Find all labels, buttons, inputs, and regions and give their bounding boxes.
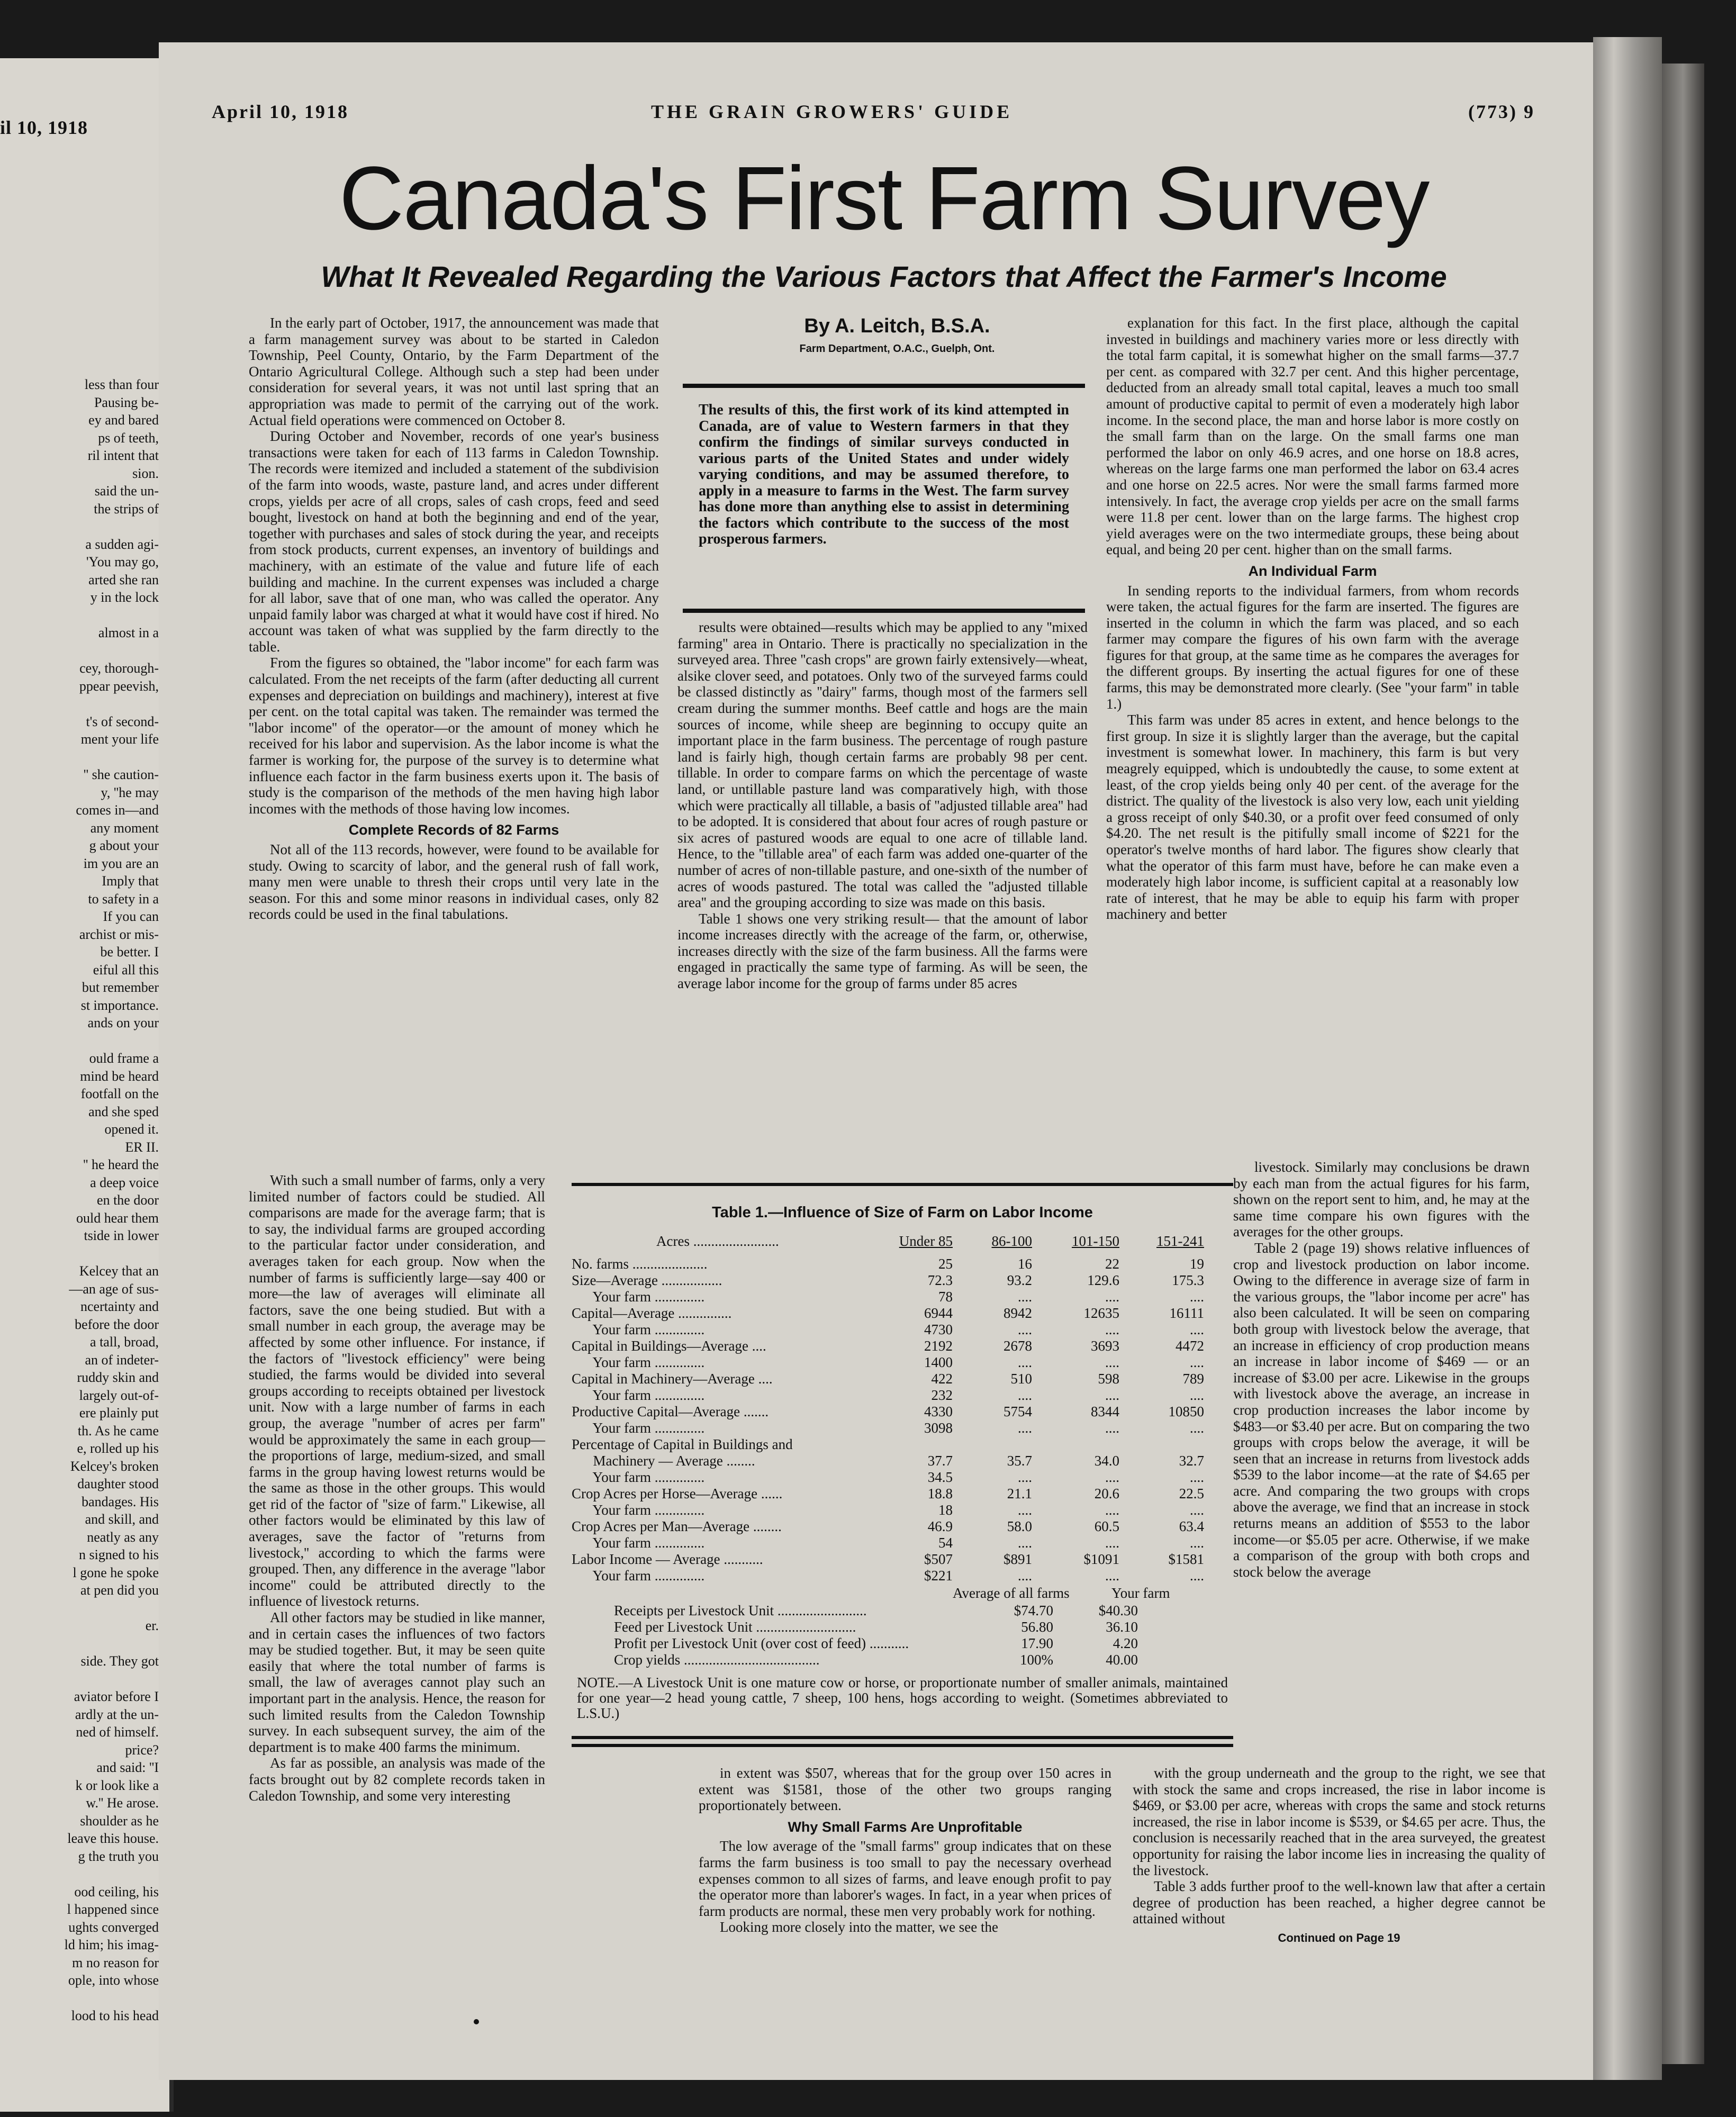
table-row-label: Labor Income — Average ...........	[572, 1551, 763, 1567]
left-page-line: bandages. His	[82, 1494, 159, 1509]
left-page-line: opened it.	[104, 1121, 159, 1137]
table-cell: 35.7	[1007, 1453, 1032, 1469]
table-cell: 34.0	[1094, 1453, 1119, 1469]
table-cell: ....	[1190, 1535, 1204, 1551]
left-page-line: the strips of	[94, 501, 159, 517]
table-cell: 4472	[1176, 1338, 1204, 1354]
left-page-line: Pausing be-	[94, 394, 159, 410]
left-page-line: ardly at the un-	[75, 1706, 159, 1722]
table-cell: 72.3	[927, 1272, 953, 1288]
table-cell: 34.5	[927, 1469, 953, 1485]
table-col-header: 101-150	[1072, 1233, 1119, 1249]
page-edge-dark	[1662, 64, 1704, 2064]
table-row	[572, 1518, 1233, 1533]
table-cell: ....	[1105, 1354, 1119, 1370]
left-page-line	[0, 518, 159, 536]
table-cell: 32.7	[1179, 1453, 1204, 1469]
left-page-line: a deep voice	[90, 1174, 159, 1190]
summary-bottom-rule	[683, 609, 1085, 613]
left-page-line: ughts converged	[68, 1919, 159, 1935]
lsu-row	[614, 1635, 1196, 1650]
left-page-line: aviator before I	[74, 1689, 159, 1704]
left-page-line: ppear peevish,	[79, 678, 159, 694]
paragraph: explanation for this fact. In the first place, although the capital invested in buildings and machinery varies more or less directly with the total farm capital, it is somewhat higher on the small farms—37.7 per cent. as compared with 32.7 per cent. And this higher percentage, deducted from an already small total capital, leaves a much too small amount of productive capital to permit of even a moderately high labor income. In the second place, the man and horse labor is more costly on the small farm than on the large. On the small farms one man performed the labor on only 46.9 acres, and one horse on 18.8 acres, whereas on the large farms one man performed the labor on 63.4 acres and one horse on 22.5 acres. Nor were the small farms farmed more intensively. In fact, the average crop yields per acre on the small farms were 11.8 per cent. lower than on the large farms. The highest crop yield averages were on the two intermediate groups, these being about equal, and being 20 per cent. higher than on the small farms.	[1106, 315, 1519, 558]
table-row	[572, 1502, 1233, 1517]
table-row	[572, 1322, 1233, 1336]
table-row-label: Crop Acres per Horse—Average ......	[572, 1486, 783, 1501]
left-page-line: a tall, broad,	[90, 1334, 159, 1350]
table-cell: 1400	[924, 1354, 953, 1370]
left-page-line: ould hear them	[76, 1210, 159, 1226]
column-2	[677, 619, 1088, 992]
author-name: By A. Leitch, B.S.A.	[804, 315, 990, 337]
left-page-line: st importance.	[80, 997, 159, 1013]
left-page-line: Kelcey that an	[79, 1263, 159, 1279]
left-page-line: leave this house.	[67, 1831, 159, 1846]
table-row-label: Your farm ..............	[572, 1289, 705, 1305]
table-row	[572, 1305, 1233, 1320]
table-row	[572, 1289, 1233, 1304]
table-cell: 422	[931, 1371, 953, 1387]
table-row-label: Your farm ..............	[572, 1322, 705, 1337]
table-cell: 58.0	[1007, 1518, 1032, 1534]
left-page-line: m no reason for	[72, 1955, 159, 1970]
table-cell: 10850	[1168, 1404, 1204, 1419]
left-page-line: and said: ''I	[96, 1760, 159, 1775]
table-cell: 19	[1190, 1256, 1204, 1272]
table-row	[572, 1354, 1233, 1369]
table-bottom-rule-2	[572, 1744, 1233, 1747]
table-cell: ....	[1190, 1502, 1204, 1518]
left-page-line: y in the lock	[90, 590, 159, 605]
left-page-line	[0, 642, 159, 660]
left-page-line: ey and bared	[88, 412, 159, 428]
column-3	[1106, 315, 1519, 922]
left-page-line: at pen did you	[80, 1582, 159, 1598]
left-page-line: e, rolled up his	[77, 1441, 159, 1456]
paragraph: results were obtained—results which may be applied to any ''mixed farming'' area in Ontario. There is practically no specialization in the surveyed area. Three ''cash crops'' are grown fairly extensively—wheat, alsike clover seed, and potatoes. Only two of the surveyed farms could be classed distinctly as ''dairy'' farms, though most of the farmers sell cream during the summer months. Beef cattle and hogs are the main sources of income, while sheep are beginning to occupy quite an important place in the farm business. The percentage of rough pasture land is fairly high, though certain farms are probably 98 per cent. tillable. In order to compare farms on which the percentage of waste land, or untillable pasture land was comparatively high, with those which were practically all tillable, a basis of ''adjusted tillable area'' had to be adopted. It is considered that about four acres of rough pasture or six acres of pastured woods are equal to one acre of tillable land. Hence, to the ''tillable area'' of each farm was added one-quarter of the number of acres of non-tillable pasture, and one-sixth of the number of acres of woods pastured. The total was called the ''adjusted tillable area'' and the grouping according to size was made on this basis.	[677, 619, 1088, 911]
paragraph: With such a small number of farms, only a very limited number of factors could be studied. All comparisons are made for the average farm; that is to say, the individual farms are grouped according to the particular factor under consideration, and averages taken for each group. Now when the number of farms is sufficiently large—say 400 or more—the law of averages will eliminate all factors, save the one being studied. But with a small number in each group, the average may be affected by some other influence. For instance, if the factors of ''livestock efficiency'' were being studied, the farms would be divided into several groups according to receipts obtained per livestock unit. Now with a large number of farms in each group, the average ''number of acres per farm'' would be approximately the same in each group—the proportions of large, medium-sized, and small farms in the group having lowest returns would be the same as those in the other groups. This would get rid of the factor of ''size of farm.'' Likewise, all other factors would be eliminated by this law of averages, save the factor of ''returns from livestock,'' according to which the farms were grouped. Then, any difference in the average ''labor income'' could be attributed directly to the influence of livestock returns.	[249, 1172, 545, 1609]
table-cell: ....	[1190, 1289, 1204, 1305]
left-page-line: Imply that	[102, 873, 159, 889]
left-page-line: Kelcey's broken	[70, 1458, 159, 1474]
paragraph: This farm was under 85 acres in extent, and hence belongs to the first group. In size it is slightly larger than the average, but the capital investment is somewhat lower. In machinery, this farm is but very meagrely equipped, which is undoubtedly the cause, to some extent at least, of the crop yields being only 40 per cent. of the average for the district. The quality of the livestock is also very low, each unit yielding a gross receipt of only $40.30, or a profit over feed consumed of only $4.20. The net result is the pitifully small income of $221 for the operator's twelve months of hard labor. The figures show clearly that what the operator of this farm must have, before he can make even a moderately high labor income, is sufficient capital at a reasonably low rate of interest, that he may be able to equip his farm with proper machinery and better	[1106, 712, 1519, 922]
left-page-line: k or look like a	[75, 1777, 159, 1793]
lsu-row-label: Feed per Livestock Unit ............................	[614, 1619, 856, 1635]
table-cell: $1091	[1083, 1551, 1119, 1567]
lsu-row-label: Profit per Livestock Unit (over cost of feed) ...........	[614, 1635, 909, 1651]
table-cell: 54	[938, 1535, 953, 1551]
table-top-rule	[572, 1183, 1233, 1186]
table-cell: 6944	[924, 1305, 953, 1321]
table-row-label: Your farm ..............	[572, 1469, 705, 1485]
table-row	[572, 1453, 1233, 1468]
left-page-line: arted she ran	[88, 572, 159, 587]
table-cell: ....	[1018, 1354, 1032, 1370]
page-mark	[474, 2019, 479, 2024]
table-row	[572, 1469, 1233, 1484]
lsu-row	[614, 1603, 1196, 1617]
table-cell: 510	[1010, 1371, 1032, 1387]
left-page-line: daughter stood	[77, 1476, 159, 1491]
table-cell: 21.1	[1007, 1486, 1032, 1501]
left-page-line: ncertainty and	[80, 1299, 159, 1314]
paragraph: In the early part of October, 1917, the announcement was made that a farm management survey was about to be started in Caledon Township, Peel County, Ontario, by the Farm Department of the Ontario Agricultural College. Although such a step had been under consideration for several years, it was not until last spring that an appropriation was made to permit of the carrying out of the work. Actual field operations were commenced on October 8.	[249, 315, 659, 428]
left-page-line: ood ceiling, his	[74, 1884, 159, 1899]
table-row-label: Capital in Machinery—Average ....	[572, 1371, 773, 1387]
table-row-label: Your farm ..............	[572, 1535, 705, 1551]
table-row-label: Size—Average .................	[572, 1272, 722, 1288]
summary-top-rule	[683, 384, 1085, 388]
table-cell: ....	[1105, 1322, 1119, 1337]
left-page-line	[0, 1865, 159, 1883]
table-cell: ....	[1018, 1469, 1032, 1485]
left-page-line: ld him; his imag-	[64, 1937, 159, 1952]
left-page-line: er.	[145, 1618, 159, 1633]
left-page-line: l gone he spoke	[73, 1564, 159, 1580]
left-page-line: l happened since	[67, 1902, 159, 1917]
table-cell: 4730	[924, 1322, 953, 1337]
table-cell: $221	[924, 1568, 953, 1584]
table-header-label: Acres ........................	[656, 1233, 779, 1249]
table-cell: 598	[1098, 1371, 1119, 1387]
table-cell: 16	[1018, 1256, 1032, 1272]
paragraph: Not all of the 113 records, however, were found to be available for study. Owing to scarcity of labor, and the general rush of fall work, many men were unable to thresh their crops until very late in the season. For this and some minor reasons in individual cases, only 82 records could be used in the final tabulations.	[249, 842, 659, 922]
left-page-line: said the un-	[94, 483, 159, 499]
left-page-line: ere plainly put	[79, 1405, 159, 1421]
left-page-line	[0, 1635, 159, 1653]
paragraph: The low average of the ''small farms'' group indicates that on these farms the farm business is too small to pay the necessary overhead expenses common to all sizes of farms, and leave enough profit to pay the operator more than laborer's wages. In fact, in a year when prices of farm products are normal, these men very probably work for nothing.	[699, 1838, 1111, 1919]
lsu-cell: 56.80	[1021, 1619, 1053, 1635]
table-cell: ....	[1190, 1420, 1204, 1436]
header-publication: THE GRAIN GROWERS' GUIDE	[651, 101, 1013, 122]
table-cell: 22	[1105, 1256, 1119, 1272]
table-cell: 8344	[1091, 1404, 1119, 1419]
paragraph: Table 2 (page 19) shows relative influences of crop and livestock production on labor income. Owing to the difference in average size of farm in the various groups, the ''labor income per acre'' has also been calculated. It will be seen on comparing both group with livestock below the average, that an increase in efficiency of crop production means an increase in labor income of $469 — or an increase of $3.00 per acre. Likewise in the groups with livestock above the average, an increase in crop production increases the labor income by $483—or $3.40 per acre. But on comparing the two groups with crops below the average, it will be seen that an increase in returns from livestock adds $539 to the labor income—at the rate of $4.65 per acre. And comparing the two groups with crops above the average, we find that an increase in stock returns means an addition of $553 to the labor income—or $5.05 per acre. Otherwise, if we make a comparison of the group with both crops and stock below the average	[1233, 1240, 1530, 1580]
left-page-line: archist or mis-	[79, 926, 159, 942]
left-page-line: a sudden agi-	[85, 536, 159, 552]
table-row-label: Crop Acres per Man—Average ........	[572, 1518, 782, 1534]
author-affiliation: Farm Department, O.A.C., Guelph, Ont.	[799, 343, 995, 355]
table-bottom-rule	[572, 1736, 1233, 1739]
table-row	[572, 1436, 1233, 1451]
left-page-line	[0, 1032, 159, 1050]
table-row	[572, 1387, 1233, 1402]
table-cell: 232	[931, 1387, 953, 1403]
lsu-cell: 4.20	[1113, 1635, 1138, 1651]
left-page-line: w.'' He arose.	[86, 1795, 159, 1811]
byline	[704, 315, 1090, 355]
table-cell: ....	[1105, 1535, 1119, 1551]
table-row	[572, 1568, 1233, 1582]
left-page-line: en the door	[97, 1192, 159, 1208]
section-heading: Complete Records of 82 Farms	[348, 822, 559, 838]
table-cell: 37.7	[927, 1453, 953, 1469]
left-page-line: footfall on the	[80, 1086, 159, 1101]
table-cell: ....	[1105, 1469, 1119, 1485]
table-cell: ....	[1018, 1387, 1032, 1403]
table-cell: 2678	[1003, 1338, 1032, 1354]
left-page-line: y, ''he may	[101, 784, 159, 800]
table-row	[572, 1486, 1233, 1500]
left-page-line	[0, 1989, 159, 2007]
article-title: Canada's First Farm Survey	[339, 148, 1429, 249]
paragraph: Table 1 shows one very striking result— that the amount of labor income increases directly with the acreage of the farm, or, otherwise, increases directly with the size of the farm business. All the farms were engaged in practically the same type of farming. As will be seen, the average labor income for the group of farms under 85 acres	[677, 910, 1088, 992]
left-page-line: ruddy skin and	[77, 1370, 159, 1385]
lsu-row	[614, 1652, 1196, 1667]
lsu-row-label: Receipts per Livestock Unit .........................	[614, 1603, 867, 1618]
table-1	[572, 1183, 1233, 1749]
lsu-cell: 40.00	[1106, 1652, 1138, 1668]
table-row	[572, 1535, 1233, 1550]
left-page-line: ER II.	[125, 1139, 159, 1155]
continued-note: Continued on Page 19	[1278, 1931, 1400, 1944]
table-row-label: Percentage of Capital in Buildings and	[572, 1436, 793, 1452]
left-page-line: eiful all this	[93, 962, 159, 978]
summary-box: The results of this, the first work of its kind attempted in Canada, are of value to Western farmers in that they confirm the findings of similar surveys conducted in various parts of the United States and under widely varying conditions, and may be assumed therefore, to apply in a measure to farms in the West. The farm survey has done more than anything else to assist in determining the factors which contribute to the success of the most prosperous farmers.	[699, 402, 1069, 547]
table-cell: ....	[1105, 1568, 1119, 1584]
left-page-line: t's of second-	[86, 713, 159, 729]
table-cell: ....	[1018, 1322, 1032, 1337]
table-row	[572, 1551, 1233, 1566]
column-3-continued	[1233, 1159, 1530, 1580]
table-cell: 3098	[924, 1420, 953, 1436]
left-page-line: If you can	[103, 909, 159, 924]
left-page-line: largely out-of-	[79, 1387, 159, 1403]
left-page-line: n signed to his	[79, 1547, 159, 1562]
table-row-label: Machinery — Average ........	[572, 1453, 755, 1469]
lsu-header-avg: Average of all farms	[953, 1585, 1070, 1601]
table-cell: ....	[1105, 1289, 1119, 1305]
left-page-line	[0, 748, 159, 766]
table-cell: 93.2	[1007, 1272, 1032, 1288]
table-row-label: Your farm ..............	[572, 1420, 705, 1436]
left-page-line: an of indeter-	[85, 1352, 159, 1368]
table-row	[572, 1420, 1233, 1435]
table-cell: ....	[1018, 1289, 1032, 1305]
lsu-cell: 36.10	[1106, 1619, 1138, 1635]
left-page-line: im you are an	[83, 855, 159, 871]
paragraph: As far as possible, an analysis was made of the facts brought out by 82 complete records taken in Caledon Township, and some very interesting	[249, 1755, 545, 1804]
left-page-line: ment your life	[80, 731, 159, 747]
table-cell: 12635	[1083, 1305, 1119, 1321]
left-page-line: side. They got	[80, 1653, 159, 1669]
left-page-line: to safety in a	[88, 891, 159, 907]
table-cell: 8942	[1003, 1305, 1032, 1321]
table-note: NOTE.—A Livestock Unit is one mature cow or horse, or proportionate number of smaller animals, maintained for one year—2 head young cattle, 7 sheep, 100 hens, hogs according to weight. (Sometimes abbreviated to L.S.U.)	[577, 1675, 1228, 1721]
table-cell: 60.5	[1094, 1518, 1119, 1534]
left-page-line: shoulder as he	[80, 1813, 159, 1829]
table-row-label: Capital—Average ...............	[572, 1305, 732, 1321]
left-page-line: and she sped	[88, 1103, 159, 1119]
table-row	[572, 1338, 1233, 1353]
left-page-line	[0, 695, 159, 713]
page-edge	[1593, 37, 1662, 2080]
table-cell: ....	[1018, 1420, 1032, 1436]
column-3-bottom	[1133, 1765, 1545, 1947]
table-cell: ....	[1190, 1354, 1204, 1370]
left-page-line	[0, 1245, 159, 1263]
left-page-line: 'You may go,	[86, 554, 159, 569]
left-page-line: tside in lower	[84, 1228, 159, 1243]
header-page-number: (773) 9	[1468, 101, 1535, 122]
paragraph: During October and November, records of one year's business transactions were taken for each of 113 farms in Caledon Township. The records were itemized and included a statement of the subdivision of the farm into woods, waste, pasture land, and acres under different crops, yields per acre of all crops, sales of cash crops, feed and seed bought, livestock on hand at both the beginning and end of the year, together with purchases and sales of stock during the year, and receipts from stock products, current expenses, an inventory of buildings and machinery, with an estimate of the value and future life of each building and machine. In the current expenses was included a charge for all labor, save that of one man, who was called the operator. Any unpaid family labor was charged at what it would have cost if hired. No account was taken of what was supplied by the farm directly to the table.	[249, 428, 659, 655]
column-1	[249, 315, 659, 922]
left-page-line: mind be heard	[80, 1068, 159, 1084]
table-cell: 16111	[1169, 1305, 1204, 1321]
table-col-header: Under 85	[899, 1233, 953, 1249]
table-cell: 46.9	[927, 1518, 953, 1534]
left-page-line: sion.	[132, 465, 159, 481]
table-col-header: 151-241	[1156, 1233, 1204, 1249]
left-page-line: almost in a	[98, 625, 159, 640]
left-page-line: '' he heard the	[83, 1157, 159, 1172]
table-cell: ....	[1190, 1568, 1204, 1584]
left-page	[0, 58, 174, 2112]
table-cell: $891	[1003, 1551, 1032, 1567]
left-page-line: cey, thorough-	[79, 661, 159, 676]
table-title: Table 1.—Influence of Size of Farm on Labor Income	[712, 1204, 1093, 1221]
section-heading: An Individual Farm	[1248, 563, 1377, 579]
left-page-line: ould frame a	[89, 1051, 159, 1066]
left-page-line: before the door	[75, 1316, 159, 1332]
table-cell: ....	[1105, 1420, 1119, 1436]
lsu-header-yours: Your farm	[1111, 1585, 1170, 1601]
paragraph: Looking more closely into the matter, we see the	[720, 1919, 999, 1935]
section-heading: Why Small Farms Are Unprofitable	[788, 1819, 1023, 1835]
lsu-row-label: Crop yields ......................................	[614, 1652, 820, 1668]
table-row	[572, 1272, 1233, 1287]
table-cell: ....	[1105, 1502, 1119, 1518]
left-page-line: —an age of sus-	[69, 1281, 159, 1297]
table-row	[572, 1371, 1233, 1386]
left-page-line	[0, 1599, 159, 1617]
table-row-label: Your farm ..............	[572, 1568, 705, 1584]
table-cell: ....	[1018, 1568, 1032, 1584]
left-page-line: but remember	[82, 980, 159, 995]
lsu-cell: $40.30	[1098, 1603, 1138, 1618]
table-row-label: Capital in Buildings—Average ....	[572, 1338, 766, 1354]
running-header	[212, 101, 1535, 127]
left-page-line: '' she caution-	[83, 767, 159, 782]
paragraph: Table 3 adds further proof to the well-known law that after a certain degree of production has been reached, a higher degree cannot be attained without	[1133, 1878, 1545, 1927]
left-page-line: g the truth you	[78, 1848, 159, 1864]
paragraph: In sending reports to the individual farmers, from whom records were taken, the actual figures for the farm are inserted. The figures are inserted in the column in which the farm was placed, and so each farmer may compare the figures of his own farm with the average figures for that group, at the same time as he compares the averages for the different groups. By inserting the actual figures for one of these farms, this may be demonstrated more clearly. (See ''your farm'' in table 1.)	[1106, 582, 1519, 712]
table-row-label: Productive Capital—Average .......	[572, 1404, 769, 1419]
left-page-line	[0, 607, 159, 625]
table-row-label: Your farm ..............	[572, 1387, 705, 1403]
table-cell: 4330	[924, 1404, 953, 1419]
left-page-line: any moment	[90, 820, 159, 836]
left-page-line: ps of teeth,	[98, 430, 159, 446]
table-cell: ....	[1190, 1469, 1204, 1485]
left-page-text	[0, 376, 163, 2025]
table-row-label: Your farm ..............	[572, 1502, 705, 1518]
left-page-line: ople, into whose	[68, 1973, 159, 1988]
table-cell: 63.4	[1179, 1518, 1204, 1534]
table-cell: ....	[1105, 1387, 1119, 1403]
table-col-header: 86-100	[991, 1233, 1032, 1249]
left-page-line: price?	[125, 1742, 159, 1758]
left-page-line: th. As he came	[77, 1423, 159, 1439]
table-cell: 789	[1182, 1371, 1204, 1387]
table-header-row	[572, 1233, 1233, 1248]
lsu-row	[614, 1619, 1196, 1634]
table-cell: 18	[938, 1502, 953, 1518]
left-page-line: ands on your	[87, 1015, 159, 1030]
paragraph: All other factors may be studied in like manner, and in certain cases the influences of two factors may be studied together. But, it may be seen quite easily that where the total number of farms is small, the law of averages cannot play such an important part in the analysis. Hence, the reason for such limited results from the Caledon Township survey. In each subsequent survey, the aim of the department is to make 400 farms the minimum.	[249, 1609, 545, 1755]
lsu-cell: 100%	[1020, 1652, 1053, 1668]
paragraph: with the group underneath and the group to the right, we see that with stock the same and crops increased, the rise in labor income is $469, or $3.00 per acre, whereas with crops the same and stock returns increased, the rise in labor income is $539, or $4.65 per acre. Thus, the conclusion is necessarily reached that in the area surveyed, the greatest opportunity for raising the labor income lies in increasing the quality of the livestock.	[1133, 1765, 1545, 1878]
table-row-label: No. farms .....................	[572, 1256, 708, 1272]
column-2-bottom	[699, 1765, 1111, 1935]
table-row	[572, 1404, 1233, 1418]
table-cell: 175.3	[1172, 1272, 1204, 1288]
article-subtitle: What It Revealed Regarding the Various Factors that Affect the Farmer's Income	[321, 260, 1447, 293]
left-page-line: ned of himself.	[76, 1724, 159, 1740]
table-cell: $1581	[1168, 1551, 1204, 1567]
table-row-label: Your farm ..............	[572, 1354, 705, 1370]
table-cell: ....	[1018, 1535, 1032, 1551]
table-cell: 5754	[1003, 1404, 1032, 1419]
left-page-header: il 10, 1918	[0, 117, 88, 138]
table-cell: $507	[924, 1551, 953, 1567]
lsu-cell: $74.70	[1014, 1603, 1053, 1618]
header-date: April 10, 1918	[212, 101, 349, 122]
table-cell: 20.6	[1094, 1486, 1119, 1501]
table-cell: 78	[938, 1289, 953, 1305]
table-cell: 25	[938, 1256, 953, 1272]
left-page-line: g about your	[89, 838, 159, 853]
table-cell: ....	[1018, 1502, 1032, 1518]
lsu-cell: 17.90	[1021, 1635, 1053, 1651]
left-page-line: ril intent that	[87, 448, 159, 463]
left-page-line	[0, 1670, 159, 1688]
paragraph: in extent was $507, whereas that for the group over 150 acres in extent was $1581, those of the other two groups ranging proportionately between.	[699, 1765, 1111, 1814]
paragraph: From the figures so obtained, the ''labor income'' for each farm was calculated. From the net receipts of the farm (after deducting all current expenses and depreciation on buildings and machinery), interest at five per cent. on the total capital was taken. The remainder was termed the ''labor income'' of the operator—or the amount of money which he received for his labor and supervision. As the labor income is what the farmer is working for, the purpose of the survey is to determine what influence each factor in the farm business exerts upon it. The basis of study is the comparison of the methods of the men having high labor incomes with the methods of those having low incomes.	[249, 655, 659, 817]
left-page-line: and skill, and	[85, 1512, 159, 1527]
left-page-line: neatly as any	[87, 1529, 159, 1545]
table-cell: 22.5	[1179, 1486, 1204, 1501]
column-1-continued	[249, 1172, 545, 1804]
left-page-line: less than four	[84, 377, 159, 392]
left-page-line: lood to his head	[71, 2008, 159, 2023]
table-cell: ....	[1190, 1387, 1204, 1403]
table-cell: 2192	[924, 1338, 953, 1354]
table-cell: 18.8	[927, 1486, 953, 1501]
left-page-line: comes in—and	[76, 802, 159, 818]
table-cell: ....	[1190, 1322, 1204, 1337]
paragraph: livestock. Similarly may conclusions be drawn by each man from the actual figures for his farm, shown on the report sent to him, and, he may at the same time compare his own figures with the averages for the other groups.	[1233, 1159, 1530, 1240]
table-cell: 129.6	[1087, 1272, 1119, 1288]
left-page-line: be better. I	[100, 944, 159, 960]
table-row	[572, 1256, 1233, 1271]
table-cell: 3693	[1091, 1338, 1119, 1354]
